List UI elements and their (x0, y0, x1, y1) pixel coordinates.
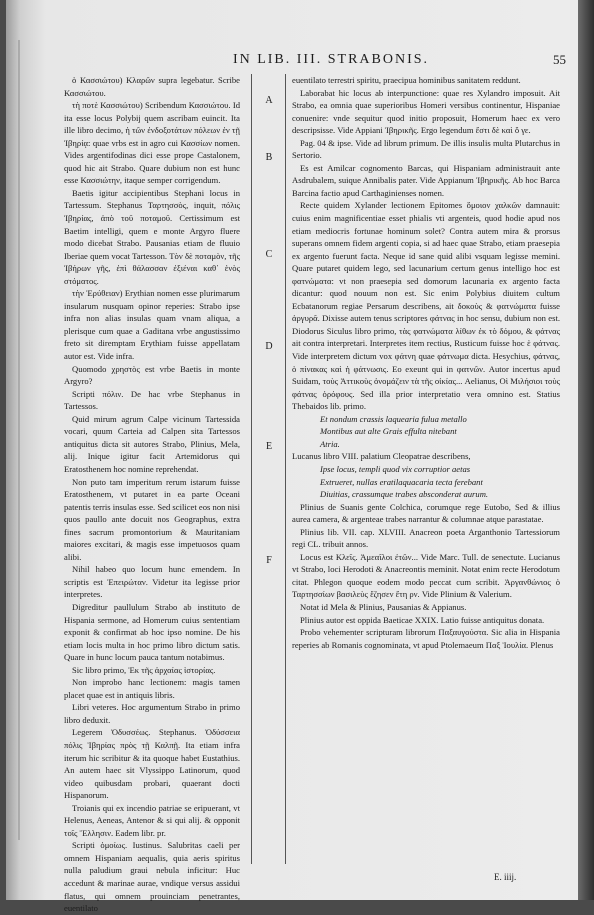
right-paragraph: Plinius lib. VII. cap. XLVIII. Anacreon poeta Arganthonio Tartessiorum regi CL. tribuit annos. (292, 526, 560, 550)
verse-line: Et nondum crassis laquearia fulua metallo (320, 413, 467, 424)
left-paragraph: Scripti πόλιν. De hac vrbe Stephanus in Tartessos. (64, 388, 240, 412)
signature-mark: E. iiij. (494, 872, 517, 882)
left-paragraph: Sic libro primo, Ἐκ τῆς ἀρχαίας ἱστορίας. (72, 664, 216, 675)
left-paragraph: Troianis qui ex incendio patriae se eripuerant, vt Helenus, Aeneas, Antenor & si qui alij. & opponit τοῖς Ἕλλησιν. Eadem libr. pr. (64, 802, 240, 838)
column-rule-left (251, 74, 252, 864)
left-paragraph: ὁ Κασσιώτου) Κλαρῶν supra legebatur. Scribe Κασσιώτου. (64, 75, 240, 98)
right-paragraph: Laborabat hic locus ab interpunctione: quae res Xylandro imposuit. Ait Strabo, ea omnia quae superioribus Homeri versibus continentur, Hispaniae conuenire: vnde sequitur quod initio proposuit, Homerum haec ex vero descripsisse. Vide Appiani Ἰβηρικῆς. Ergo legendum ἔστι δὲ καὶ ὅ γε. (292, 87, 560, 136)
left-paragraph: τὴν Ἐρύθειαν) Erythian nomen esse plurimarum insularum nusquam opinor reperies: Strabo ipse infra non alias insulas quam vnam aliqua, a plerisque cum quae a Gaditana vrbe angustissimo freto sit diremptam Erythiam fuisse appellatam autor est. Vide infra. (64, 288, 240, 362)
right-paragraph: Plinius de Suanis gente Colchica, corumque rege Eutobo, Sed & illius aurea camera, & argenteae trabes narrantur & columnae atque parastatae. (292, 501, 560, 525)
running-title: IN LIB. III. STRABONIS. (232, 52, 430, 67)
left-paragraph: Nihil habeo quo locum hunc emendem. In scriptis est Ἐπειρώταν. Videtur ita legisse prior interpretes. (64, 564, 240, 600)
margin-marker-a: A (265, 95, 273, 106)
left-commentary-column (64, 74, 240, 915)
right-paragraph: Es est Amilcar cognomento Barcas, qui Hispaniam administrauit ante Asdrubalem, suique Annibalis pater. Vide Appianum Ἰβηρικῆς. Ab hoc Barca Barcina factio apud Carthaginienses nomen. (292, 162, 560, 198)
margin-marker-b: B (265, 152, 273, 163)
verse-line: Diuitias, crassumque trabes absconderat aurum. (320, 489, 489, 500)
gutter-shadow (18, 40, 20, 840)
verse-line: Montibus aut alte Grais effulta nitebant (320, 426, 457, 437)
margin-marker-c: C (265, 249, 273, 260)
left-paragraph: Quid mirum agrum Calpe vicinum Tartessida vocari, quum Carteia ad Calpen sita Tartessos antiquitus dicta sit autores Strabo, Plinius, Mela, alij. Inique igitur facit Artemidorus qui Eratosthenem hoc nomine reprehendat. (64, 413, 240, 474)
left-paragraph: τὴ ποτὲ Κασσιώτου) Scribendum Κασσιώτου. Id ita esse locus Polybij quem ascribam euincit. Ita ille libro decimo, ἡ τῶν ἐνδοξοτάτων πόλεων ἐν τῇ Ἰβηρίᾳ: quae vrbs est in agro cui Κασσίων nomen. Vides argentifodinas dici esse prope Castalonem, quod hic ait Strabo. Quare dubium non est hunc esse Κασσιώτην, itaque semper corrigendum. (64, 100, 240, 186)
left-paragraph: Baetis igitur accipientibus Stephani locus in Tartessum. Stephanus Ταρτησσὸς, inquit, πόλις Ἰβηρίας, ἀπὸ τοῦ ποταμοῦ. Certissimum est Baetim intelligi, quem e monte Argyro fluere modo dicebat Strabo. Pausanias etiam de fluuio Iberiae quem vocat Tartesson. Τὸν δὲ ποταμὸν, τῆς Ἰβήρων γῆς, ἐπὶ θάλασσαν ἐξιέναι καθ᾽ ἑνὸς στόματος. (64, 187, 240, 286)
verse-line: Extrueret, nullas eratilaquacaria tecta ferebant (320, 476, 483, 487)
page-header (96, 52, 566, 72)
right-paragraph: euentilato terrestri spiritu, praecipua hominibus sanitatem reddunt. (292, 75, 521, 85)
left-paragraph: Non improbo hanc lectionem: magis tamen placet quae est in antiquis libris. (64, 677, 240, 700)
verse-line: Ipse locus, templi quod vix corruptior aetas (320, 463, 471, 474)
right-paragraph: Probo vehementer scripturam librorum Παξαυγούστα. Sic alia in Hispania reperies ab Romanis cognominata, vt apud Ptolemaeum Παξ Ἰουλία. Plenus (292, 627, 560, 650)
left-paragraph: Quomodo χρηστὸς est vrbe Baetis in monte Argyro? (64, 363, 240, 387)
column-rule-right (285, 74, 286, 864)
left-paragraph: Libri veteres. Hoc argumentum Strabo in primo libro deduxit. (64, 702, 240, 725)
right-paragraph: Lucanus libro VIII. palatium Cleopatrae describens, (292, 451, 471, 462)
right-paragraph: Recte quidem Xylander lectionem Epitomes ὅμοιον χαλκῶν damnauit: cuius enim magnificentiae esset phialis vti argenteis, quod hodie apud nos etiam mediocris fortunae hominum solet? Contra autem mira & prorsus superans omnem fidem argenti copia, si ad haec quae Strabo, etiam praesepia ex argento fuerunt facta. Neque id sane quid alibi vsquam legisse memini. Quare putaret quidem lego, sed lacunarium certum genus intelligo hoc est φατνώματα: vt non praesepia sed domorum lacunaria ex argento facta dicantur: quod nouum non est. Sic enim Polybius diuitem cultum Ecbatanorum regiae Persarum describens, ait δοκοὺς & φατνώματα fuisse ἀργυρᾶ. Dixisse autem tenus scriptores φάτνας in hoc sensu, dubium non est. Diodorus Siculus libro primo, τὰς φατνώματα λίθων ἐκ τὸ δόμου, & φάτνας ait contra interpretari. Interpretes item rectius, Rusticum fuisse hoc ἑ φάτνας. Vide interpretem dictum vox φάτνη quae φάτνωμα dicta. Hesychius, φάτνας, ὁ πίνακας καὶ ἡ φάτνωσις. Eo exeunt qui in φατνῶν. Autor incertus apud Suidam, τοὺς Ἀττικοὺς ὀνομάζειν τὰ τῆς οἰκίας... Aelianus, Οἱ Μιλήσιοι τοὺς φάτνας ὀρόφους. Sed illa prior interpretatio vera omnino est. Statius Thebaidos lib. primo. (292, 200, 560, 412)
margin-marker-f: F (266, 555, 272, 566)
verse-line: Atria. (320, 438, 340, 449)
left-paragraph: Digreditur paullulum Strabo ab instituto de Hispania sermone, ad Homerum cuius sententiam exponit & confirmat ab hoc ipso nomine. De his etiam locis multa in hoc primo libro dictum satis. Quare in hunc locum pauca tantum notabimus. (64, 601, 240, 663)
left-paragraph: Non puto tam imperitum rerum istarum fuisse Eratosthenem, vt putaret in ea parte Oceani patentis terris insulas esse. Sed scilicet eos non nisi quos paullo ante docuit nos Geographus, extra fines sacrum promontorium & Mauritaniam maiores excitari, & magis esse impetuosos quam alibi. (64, 476, 240, 562)
right-paragraph: Pag. 04 & ipse. Vide ad librum primum. De illis insulis multa Plutarchus in Sertorio. (292, 137, 560, 161)
right-commentary-column (292, 74, 560, 651)
margin-marker-e: E (265, 441, 273, 452)
left-paragraph: Legerem Ὀδυσσέως. Stephanus. Ὀδύσσεια πόλις Ἰβηρίας πρὸς τῇ Καλπῇ. Ita etiam infra iterum hic scribitur & ita quoque habet Eustathius. An autem haec sit Vlyssippo Latinorum, quod video quibusdam probari, quaerant docti Hispanorum. (64, 727, 240, 801)
page-edge (578, 0, 594, 900)
right-paragraph: Plinius autor est oppida Baeticae XXIX. Latio fuisse antiquitus donata. (300, 614, 545, 625)
book-page (6, 0, 578, 914)
margin-marker-d: D (265, 341, 273, 352)
right-paragraph: Locus est Κλεῖς. Ἀμεαῖλοι ἐτῶν... Vide Marc. Tull. de senectute. Lucianus vt Strabo, loci Herodoti & Anacreontis meminit. Notat enim recte Herodotum citat. Phlegon quoque eodem modo peccat cum scribit. Ἀργανθώνιος ὁ Ταρτησσίων βασιλεὺς ἔζησεν ἔτη ρν. Vide Plinium & Valerium. (292, 551, 560, 600)
left-paragraph: Scripti ὁμοίως. Iustinus. Salubritas caeli per omnem Hispaniam aequalis, quia aeris spiritus nulla paludium graui nebula inficitur: Huc accedunt & marinae aurae, vndique versus assidui flatus, qui omnem prouinciam penetrantes, euentilato (64, 840, 240, 914)
right-paragraph: Notat id Mela & Plinius, Pausanias & Appianus. (300, 601, 467, 612)
page-number: 55 (553, 52, 566, 67)
